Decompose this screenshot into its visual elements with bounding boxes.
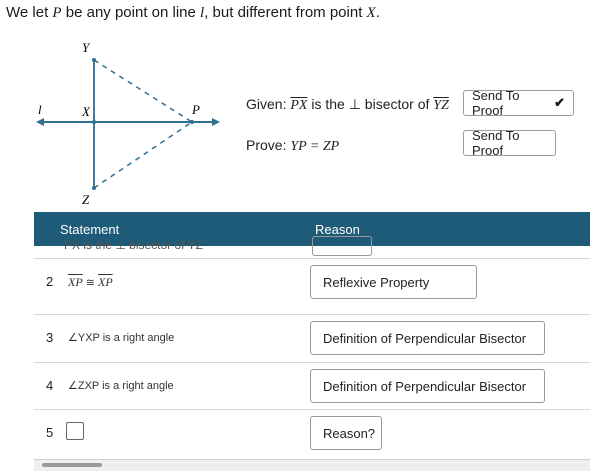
point-p [190, 120, 194, 124]
checkmark-icon: ✔ [554, 95, 565, 110]
point-z [92, 186, 96, 190]
given-segment-yz: $\overline{YZ}$ [433, 98, 449, 113]
row-number: 5 [46, 425, 54, 440]
row-reason-button[interactable] [310, 321, 545, 355]
header-reason: Reason [315, 222, 360, 237]
row-reason-label: Definition of Perpendicular Bisector [323, 330, 527, 346]
label-l: l [38, 102, 42, 117]
label-p: P [192, 102, 200, 117]
segment-yp [94, 60, 192, 122]
row-reason-label: Reason? [323, 425, 376, 441]
horizontal-scrollbar[interactable] [34, 459, 590, 471]
row-reason-label: Reflexive Property [323, 274, 430, 290]
proof-row-2 [34, 258, 590, 305]
problem-prompt [6, 4, 380, 22]
proof-row-3 [34, 314, 590, 361]
row-reason-label: Definition of Perpendicular Bisector [323, 378, 527, 394]
proof-table [34, 212, 590, 470]
send-prove-to-proof-button[interactable] [463, 130, 556, 156]
label-y: Y [82, 40, 90, 55]
prompt-part4: . [375, 4, 380, 21]
row-number: 4 [46, 378, 54, 393]
line-l-arrow-left [36, 118, 44, 126]
row-number: 2 [46, 274, 54, 289]
send-given-label: Send To Proof [472, 88, 520, 118]
send-prove-label: Send To Proof [472, 128, 520, 158]
prompt-var-x: X [366, 5, 376, 21]
row-1-reason-box[interactable] [312, 236, 372, 256]
segment-zp [94, 122, 192, 188]
prove-prefix: Prove: [246, 137, 287, 153]
row-statement: ∠ZXP is a right angle [68, 380, 174, 392]
prompt-var-l: l [200, 5, 205, 21]
row-reason-button[interactable] [310, 265, 477, 299]
label-z: Z [82, 192, 90, 207]
given-prefix: Given: [246, 96, 287, 112]
row-reason-button[interactable] [310, 369, 545, 403]
proof-row-1-cutoff [34, 238, 590, 258]
row-statement: ∠YXP is a right angle [68, 332, 175, 344]
proof-row-4 [34, 362, 590, 409]
geometry-diagram [30, 38, 230, 208]
prompt-part1: We let [6, 4, 49, 21]
line-l-arrow-right [212, 118, 220, 126]
prompt-part3: , but different from point [204, 4, 363, 21]
header-statement: Statement [60, 222, 120, 237]
given-segment-px: $\overline{PX}$ [290, 98, 308, 113]
given-statement [246, 96, 449, 114]
row-number: 3 [46, 330, 54, 345]
prove-statement [246, 137, 339, 155]
prompt-part2: be any point on line [65, 4, 196, 21]
statement-input-box[interactable] [66, 422, 84, 440]
prompt-var-p: P [52, 5, 62, 21]
row-reason-button[interactable] [310, 416, 382, 450]
proof-row-5 [34, 409, 590, 456]
point-y [92, 58, 96, 62]
given-middle: is the ⊥ bisector of [311, 96, 430, 112]
scrollbar-thumb[interactable] [42, 463, 102, 467]
label-x: X [82, 104, 90, 119]
send-given-to-proof-button[interactable] [463, 90, 574, 116]
prove-equation: YP = ZP [290, 139, 340, 154]
row-statement: $\overline{XP}$ ≅ $\overline{XP}$ [68, 275, 113, 289]
point-x [92, 120, 96, 124]
row-1-statement: PX is the ⊥ bisector of YZ [64, 238, 203, 252]
